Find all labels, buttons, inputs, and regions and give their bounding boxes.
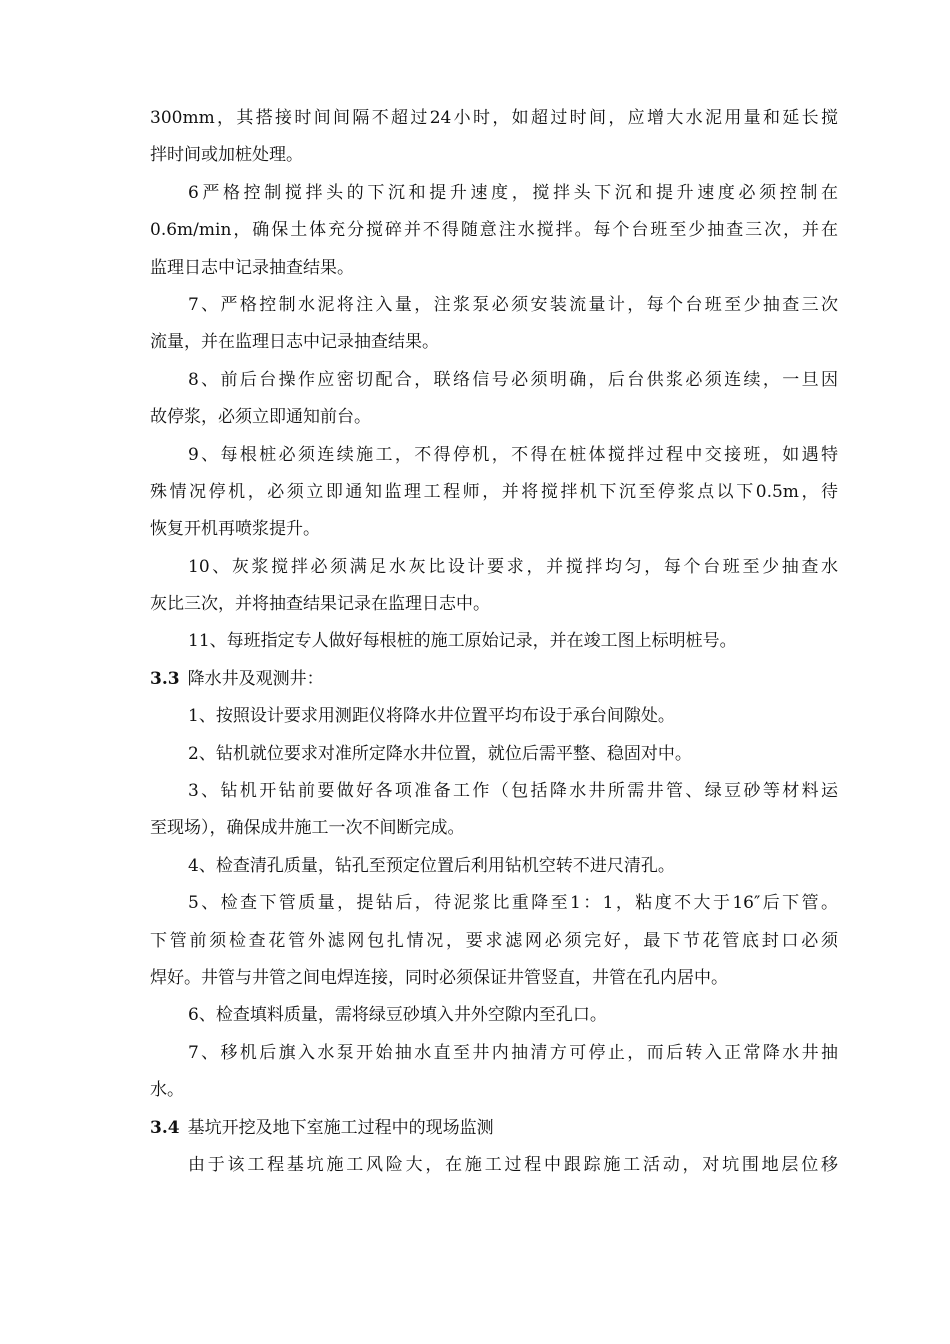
text-line: 11、每班指定专人做好每根桩的施工原始记录，并在竣工图上标明桩号。 xyxy=(188,631,737,652)
text-line: 9、每根桩必须连续施工，不得停机，不得在桩体搅拌过程中交接班，如遇特 xyxy=(188,444,838,465)
text-line: 流量，并在监理日志中记录抽查结果。 xyxy=(150,332,439,353)
section-number: 3.3 xyxy=(150,668,180,689)
section-title: 降水井及观测井： xyxy=(187,668,324,689)
section-number: 3.4 xyxy=(150,1117,180,1138)
text-line: 1、按照设计要求用测距仪将降水井位置平均布设于承台间隙处。 xyxy=(188,706,675,727)
text-line: 恢复开机再喷浆提升。 xyxy=(150,519,320,540)
text-line: 6、检查填料质量，需将绿豆砂填入井外空隙内至孔口。 xyxy=(188,1005,607,1026)
text-line: 下管前须检查花管外滤网包扎情况，要求滤网必须完好，最下节花管底封口必须 xyxy=(150,930,838,951)
text-line: 3、钻机开钻前要做好各项准备工作（包括降水井所需井管、绿豆砂等材料运 xyxy=(188,781,838,802)
text-line: 水。 xyxy=(150,1080,184,1101)
text-line: 故停浆，必须立即通知前台。 xyxy=(150,407,371,428)
text-line: 7、移机后旗入水泵开始抽水直至井内抽清方可停止，而后转入正常降水井抽 xyxy=(188,1042,838,1063)
section-title: 基坑开挖及地下室施工过程中的现场监测 xyxy=(187,1117,494,1138)
text-line: 由于该工程基坑施工风险大，在施工过程中跟踪施工活动，对坑围地层位移 xyxy=(188,1154,838,1175)
text-line: 殊情况停机，必须立即通知监理工程师，并将搅拌机下沉至停浆点以下0.5m，待 xyxy=(150,481,838,502)
text-line: 拌时间或加桩处理。 xyxy=(150,145,303,166)
text-line: 0.6m/min，确保土体充分搅碎并不得随意注水搅拌。每个台班至少抽查三次，并在 xyxy=(150,220,838,241)
text-line: 监理日志中记录抽查结果。 xyxy=(150,257,354,278)
text-line: 5、检查下管质量，提钻后，待泥浆比重降至1：1，粘度不大于16″后下管。 xyxy=(188,893,838,914)
text-line: 2、钻机就位要求对准所定降水井位置，就位后需平整、稳固对中。 xyxy=(188,743,692,764)
text-line: 焊好。井管与井管之间电焊连接，同时必须保证井管竖直，井管在孔内居中。 xyxy=(150,967,728,988)
text-line: 至现场），确保成井施工一次不间断完成。 xyxy=(150,818,465,839)
text-line: 7、严格控制水泥将注入量，注浆泵必须安装流量计，每个台班至少抽查三次 xyxy=(188,294,838,315)
text-line: 4、检查清孔质量，钻孔至预定位置后利用钻机空转不进尺清孔。 xyxy=(188,855,675,876)
text-line: 6严格控制搅拌头的下沉和提升速度，搅拌头下沉和提升速度必须控制在 xyxy=(188,182,838,203)
section-heading xyxy=(150,661,838,698)
text-line: 10、灰浆搅拌必须满足水灰比设计要求，并搅拌均匀，每个台班至少抽查水 xyxy=(188,556,838,577)
section-heading xyxy=(150,1110,838,1147)
document-page xyxy=(150,100,838,1184)
text-line: 300mm，其搭接时间间隔不超过24小时，如超过时间，应增大水泥用量和延长搅 xyxy=(150,108,838,128)
text-line: 8、前后台操作应密切配合，联络信号必须明确，后台供浆必须连续，一旦因 xyxy=(188,369,838,390)
text-line: 灰比三次，并将抽查结果记录在监理日志中。 xyxy=(150,594,490,615)
